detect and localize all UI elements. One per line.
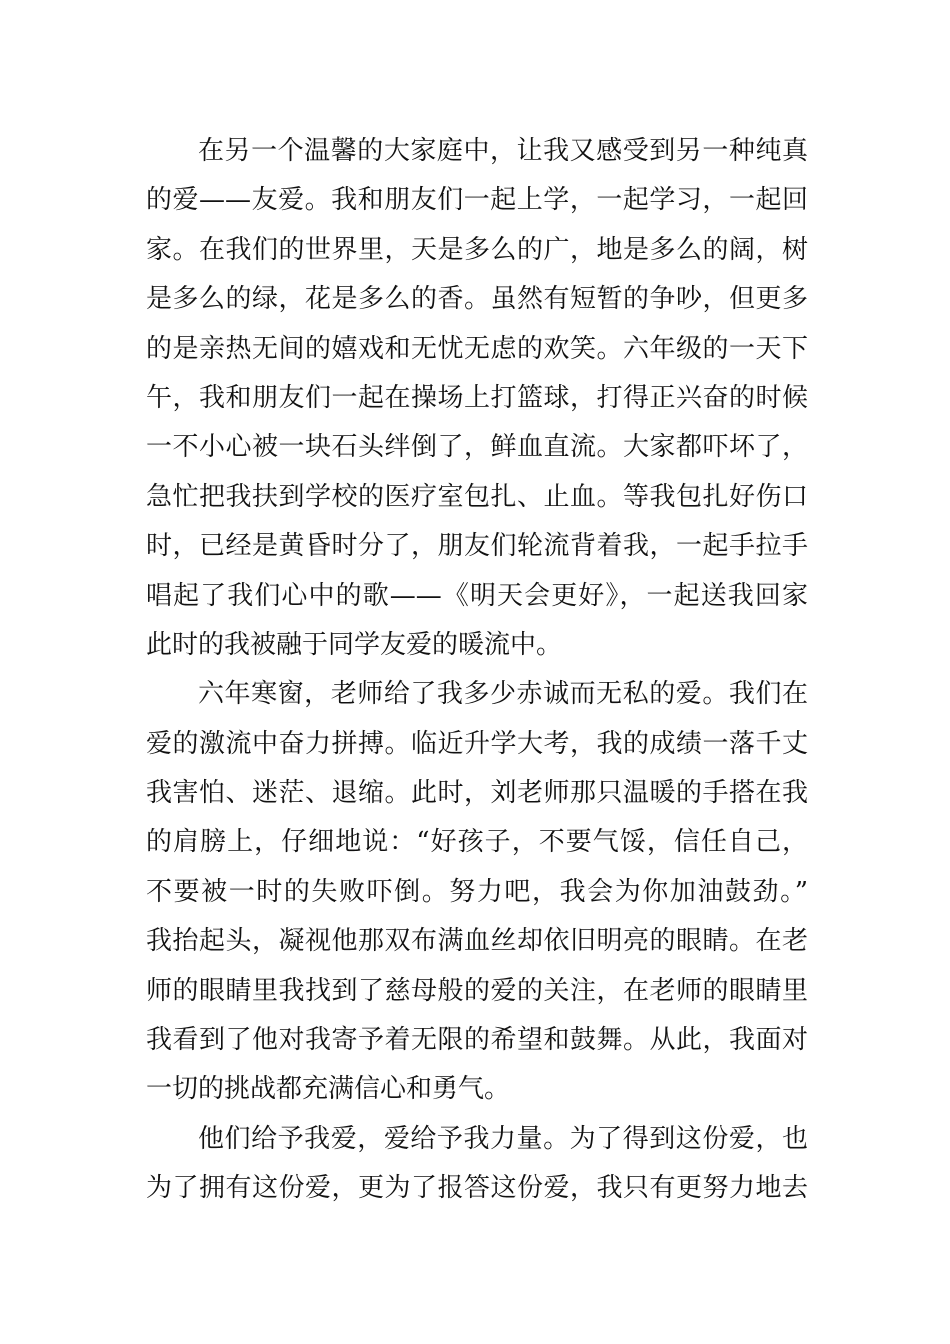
text-line: 六年寒窗，老师给了我多少赤诚而无私的爱。我们在 <box>198 679 808 710</box>
text-line: 我害怕、迷茫、退缩。此时，刘老师那只温暖的手搭在我 <box>146 778 808 809</box>
text-line: 是多么的绿，花是多么的香。虽然有短暂的争吵，但更多 <box>146 284 808 315</box>
text-line: 他们给予我爱，爱给予我力量。为了得到这份爱，也 <box>198 1123 808 1154</box>
text-line: 师的眼睛里我找到了慈母般的爱的关注，在老师的眼睛里 <box>146 975 808 1006</box>
text-line: 午，我和朋友们一起在操场上打篮球，打得正兴奋的时候 <box>146 382 808 413</box>
text-line: 为了拥有这份爱，更为了报答这份爱，我只有更努力地去 <box>146 1173 808 1204</box>
text-line: 不要被一时的失败吓倒。努力吧，我会为你加油鼓劲。” <box>146 876 808 907</box>
text-line: 家。在我们的世界里，天是多么的广，地是多么的阔，树 <box>146 234 808 265</box>
text-line: 的肩膀上，仔细地说：“好孩子，不要气馁，信任自己， <box>146 827 808 858</box>
paragraph-conclusion <box>146 1115 808 1214</box>
text-line: 的爱——友爱。我和朋友们一起上学，一起学习，一起回 <box>146 185 808 216</box>
text-line: 急忙把我扶到学校的医疗室包扎、止血。等我包扎好伤口 <box>146 481 808 512</box>
text-line: 时，已经是黄昏时分了，朋友们轮流背着我，一起手拉手 <box>146 531 808 562</box>
text-line: 我抬起头，凝视他那双布满血丝却依旧明亮的眼睛。在老 <box>146 926 808 957</box>
text-line: 我看到了他对我寄予着无限的希望和鼓舞。从此，我面对 <box>146 1025 808 1056</box>
text-line: 唱起了我们心中的歌——《明天会更好》，一起送我回家 <box>146 580 808 611</box>
text-line: 此时的我被融于同学友爱的暖流中。 <box>146 629 563 660</box>
paragraph-teacher <box>146 670 808 1115</box>
paragraph-friendship <box>146 127 808 670</box>
text-line: 爱的激流中奋力拼搏。临近升学大考，我的成绩一落千丈 <box>146 728 808 759</box>
text-line: 的是亲热无间的嬉戏和无忧无虑的欢笑。六年级的一天下 <box>146 333 808 364</box>
text-line: 在另一个温馨的大家庭中，让我又感受到另一种纯真 <box>198 136 808 166</box>
text-line: 一切的挑战都充满信心和勇气。 <box>146 1074 511 1105</box>
text-line: 一不小心被一块石头绊倒了，鲜血直流。大家都吓坏了， <box>146 432 808 463</box>
document-body <box>146 127 808 1214</box>
